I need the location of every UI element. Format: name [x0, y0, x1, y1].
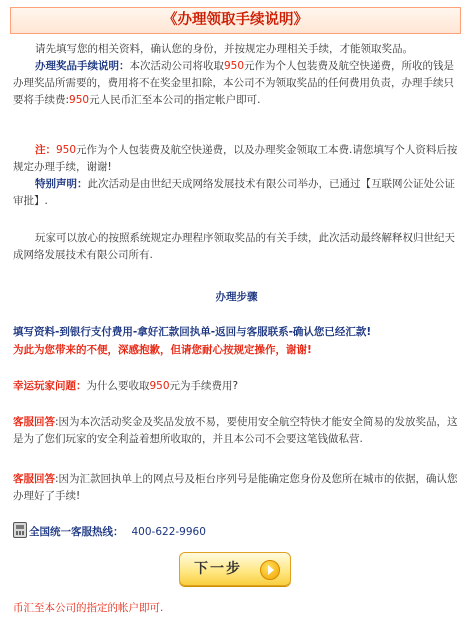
page-title-text: 《办理领取手续说明》: [163, 12, 308, 28]
faq-answer-2-text: :因为汇款回执单上的网点号及柜台序列号是能确定您身份及您所在城市的依据，确认您办理好了手续!: [13, 473, 458, 502]
steps-title: 办理步骤: [215, 291, 258, 303]
faq-answer-1-text: :因为本次活动奖金及奖品发放不易，要使用安全航空特快才能安全简易的发放奖品，这是为了您们玩家的安全利益着想所收取的，并且本公司不会要这笔钱做私营.: [13, 416, 458, 445]
next-step-button[interactable]: [179, 552, 291, 586]
hotline-number: 400-622-9960: [131, 526, 206, 538]
faq-question-text-before: 为什么要收取: [86, 380, 150, 392]
fee-text-before: 本次活动公司将收取: [129, 60, 224, 72]
faq-answer-2-label: 客服回答: [13, 473, 55, 485]
faq-answer-1: [13, 414, 460, 448]
special-text: 此次活动是由世纪天成网络发展技术有限公司举办，已通过【互联网公证处公证审批】.: [13, 178, 455, 207]
faq-answer-1-label: 客服回答: [13, 416, 55, 428]
footer-note: 币汇至本公司的指定的帐户即可.: [13, 602, 164, 614]
faq-answer-2: [13, 471, 460, 505]
disclaimer-paragraph: [13, 230, 460, 264]
hotline-label: 全国统一客服热线：: [29, 526, 124, 538]
phone-icon: [13, 522, 27, 538]
fee-section: [13, 58, 460, 109]
special-label: 特别声明：: [35, 178, 88, 190]
intro-paragraph: [13, 41, 460, 58]
hotline: [13, 522, 460, 541]
fee-label: 办理奖品手续说明：: [35, 60, 130, 72]
fee-amount-2: 950: [69, 94, 90, 106]
note-amount: 950: [56, 144, 77, 156]
fee-text-after: 元作为个人包装费及航空快递费，所收的钱是办理奖品所需要的，费用将不在奖金里扣除，本公司不为领取奖品的任何费用负责，办理手续只要将手续费:: [13, 60, 455, 106]
steps-line: 填写资料-到银行支付费用-拿好汇款回执单-返回与客服联系-确认您已经汇款!: [13, 326, 372, 338]
faq-question: [13, 378, 460, 395]
arrow-right-icon: [260, 560, 280, 580]
faq-question-amount: 950: [149, 380, 170, 392]
faq-question-text-after: 元为手续费用?: [169, 380, 239, 392]
note-section: [13, 142, 460, 176]
note-text: 元作为个人包装费及航空快递费，以及办理奖金领取工本费.请您填写个人资料后按规定办理手续，谢谢!: [13, 144, 458, 173]
faq-question-label: 幸运玩家问题：: [13, 380, 87, 392]
page-title: [10, 7, 461, 34]
special-statement: [13, 176, 460, 210]
fee-text-end: 元人民币汇至本公司的指定帐户即可.: [89, 94, 261, 106]
note-label: 注：: [35, 144, 56, 156]
apology-line: 为此为您带来的不便，深感抱歉，但请您耐心按规定操作，谢谢!: [13, 344, 312, 356]
fee-amount: 950: [224, 60, 245, 72]
next-step-label: 下一步: [194, 560, 242, 577]
intro-text: 请先填写您的相关资料，确认您的身份，并按规定办理相关手续，才能领取奖品。: [35, 43, 413, 55]
disclaimer-text: 玩家可以放心的按照系统规定办理程序领取奖品的有关手续，此次活动最终解释权归世纪天成网络发展技术有限公司所有.: [13, 232, 455, 261]
